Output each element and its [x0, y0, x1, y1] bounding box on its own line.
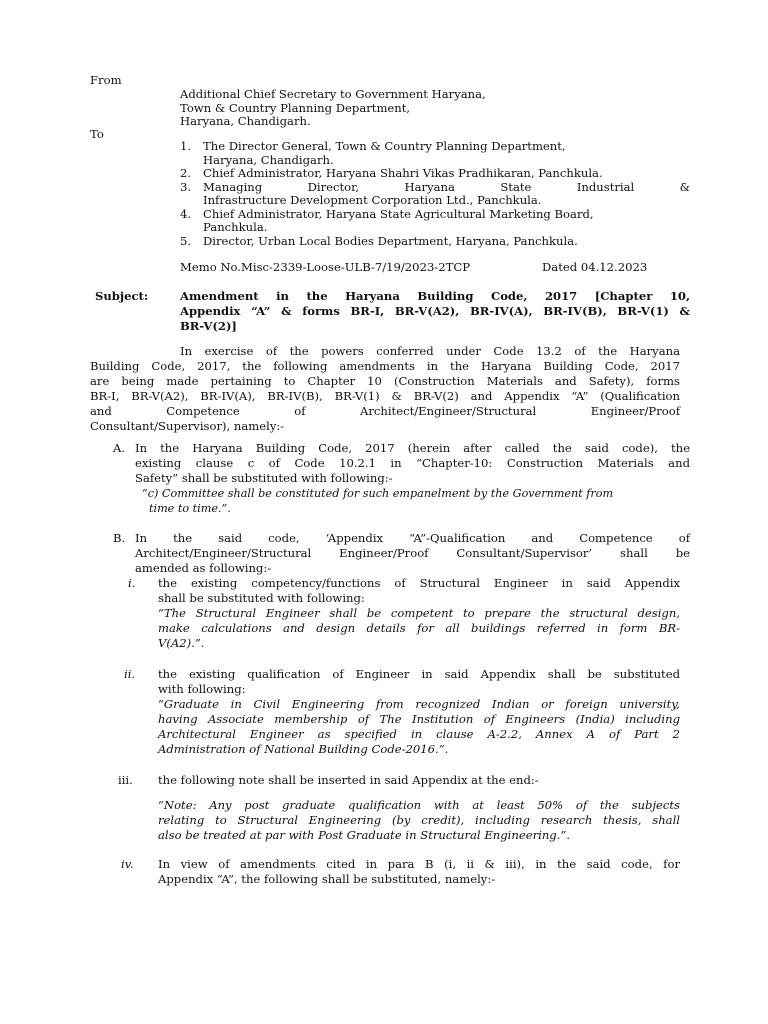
sender-line: Additional Chief Secretary to Government Haryana, [180, 87, 486, 101]
sub-item-quote-line: “Note: Any post graduate qualification with at least 50% of the subjects [158, 798, 680, 812]
recipient-item [180, 208, 690, 235]
subject-line: Amendment in the Haryana Building Code, 2017 [Chapter 10, [180, 289, 690, 303]
recipient-item [180, 140, 690, 167]
intro-line: Building Code, 2017, the following amendments in the Haryana Building Code, 2017 [90, 359, 680, 373]
to-label: To [90, 127, 104, 141]
sub-item-quote-line: also be treated at par with Post Graduate in Structural Engineering.”. [158, 828, 571, 842]
recipient-line: Panchkula. [203, 220, 268, 234]
sub-item-quote-line: Architectural Engineer as specified in clause A-2.2, Annex A of Part 2 [158, 727, 680, 741]
subject-text [180, 289, 690, 334]
sub-item-line: In view of amendments cited in para B (i, ii & iii), in the said code, for [158, 857, 680, 871]
sub-item-quote [158, 697, 680, 757]
from-label: From [90, 73, 122, 87]
recipient-line: Managing Director, Haryana State Industrial & [203, 179, 690, 194]
sender-line: Town & Country Planning Department, [180, 100, 411, 115]
sub-item-line: with following: [158, 682, 246, 696]
sender-line: Haryana, Chandigarh. [180, 114, 311, 128]
intro-line: Consultant/Supervisor), namely:- [90, 419, 285, 433]
item-a-text [135, 441, 690, 486]
intro-line: and Competence of Architect/Engineer/Structural Engineer/Proof [90, 404, 680, 418]
sub-item-quote-line: V(A2).”. [158, 636, 205, 650]
sub-item-quote-line: having Associate membership of The Institution of Engineers (India) including [158, 712, 680, 726]
intro-line: are being made pertaining to Chapter 10 (Construction Materials and Safety), forms [90, 374, 680, 388]
sub-item-quote-line: “Graduate in Civil Engineering from recognized Indian or foreign university, [158, 697, 680, 711]
item-a-label: A. [113, 441, 126, 455]
recipient-line: Haryana, Chandigarh. [203, 152, 334, 167]
recipient-item [180, 235, 690, 249]
recipient-line: The Director General, Town & Country Planning Department, [203, 139, 566, 153]
sub-item-quote-line: make calculations and design details for all buildings referred in form BR- [158, 621, 680, 635]
sub-item-line: shall be substituted with following: [158, 591, 365, 605]
sub-item-quote [158, 606, 680, 651]
recipient-line: Infrastructure Development Corporation Ltd., Panchkula. [203, 193, 542, 207]
recipient-number: 2. [180, 166, 192, 180]
recipient-number: 5. [180, 233, 192, 248]
item-a-line: In the Haryana Building Code, 2017 (herein after called the said code), the [135, 441, 690, 455]
sub-item-label: iii. [118, 773, 133, 787]
sub-item-text [158, 667, 680, 697]
memo-date: Dated 04.12.2023 [542, 260, 648, 274]
sub-item-text [158, 773, 680, 788]
item-b-line: amended as following:- [135, 561, 272, 575]
item-a-quote-line: “c) Committee shall be constituted for such empanelment by the Government from [142, 487, 614, 500]
subject-label: Subject: [95, 289, 149, 303]
subject-line: BR-V(2)] [180, 319, 237, 333]
intro-line: In exercise of the powers conferred under Code 13.2 of the Haryana [180, 344, 680, 358]
recipient-list [180, 140, 690, 248]
sub-item-line: the following note shall be inserted in said Appendix at the end:- [158, 773, 539, 787]
item-b-text [135, 531, 690, 576]
recipient-number: 1. [180, 139, 192, 153]
sender-block [180, 88, 486, 129]
item-b-line: Architect/Engineer/Structural Engineer/Proof Consultant/Supervisor’ shall be [135, 546, 690, 560]
sub-item-quote [158, 798, 680, 843]
recipient-number: 3. [180, 179, 192, 194]
sub-item-label: ii. [124, 667, 136, 681]
recipient-item [180, 181, 690, 208]
subject-line: Appendix “A” & forms BR-I, BR-V(A2), BR-IV(A), BR-IV(B), BR-V(1) & [180, 304, 690, 318]
sub-item-line: Appendix “A”, the following shall be substituted, namely:- [158, 872, 496, 886]
sub-item-label: i. [128, 576, 136, 590]
sub-item-line: the existing qualification of Engineer in said Appendix shall be substituted [158, 667, 680, 681]
sub-item-quote-line: relating to Structural Engineering (by credit), including research thesis, shall [158, 813, 680, 827]
item-b-label: B. [113, 531, 126, 545]
sub-item-text [158, 857, 680, 887]
sub-item-label: iv. [121, 857, 134, 871]
item-a-line: Safety” shall be substituted with following:- [135, 471, 393, 485]
sub-item-text [158, 576, 680, 606]
intro-line: BR-I, BR-V(A2), BR-IV(A), BR-IV(B), BR-V(1) & BR-V(2) and Appendix “A” (Qualification [90, 389, 680, 403]
sub-item-quote-line: “The Structural Engineer shall be competent to prepare the structural design, [158, 606, 680, 620]
item-b-line: In the said code, ‘Appendix “A”-Qualification and Competence of [135, 531, 690, 545]
recipient-line: Chief Administrator, Haryana State Agricultural Marketing Board, [203, 206, 594, 221]
recipient-line: Chief Administrator, Haryana Shahri Vikas Pradhikaran, Panchkula. [203, 166, 603, 180]
sub-item-quote-line: Administration of National Building Code-2016.”. [158, 742, 449, 756]
item-a-line: existing clause c of Code 10.2.1 in “Chapter-10: Construction Materials and [135, 456, 690, 470]
recipient-line: Director, Urban Local Bodies Department, Haryana, Panchkula. [203, 233, 578, 248]
recipient-item [180, 167, 690, 181]
sub-item-line: the existing competency/functions of Structural Engineer in said Appendix [158, 576, 680, 590]
memo-number: Memo No.Misc-2339-Loose-ULB-7/19/2023-2TCP [180, 260, 471, 274]
item-a-quote [142, 486, 690, 516]
intro-paragraph [90, 344, 680, 434]
recipient-number: 4. [180, 206, 192, 221]
item-a-quote-line: time to time.”. [149, 502, 231, 515]
